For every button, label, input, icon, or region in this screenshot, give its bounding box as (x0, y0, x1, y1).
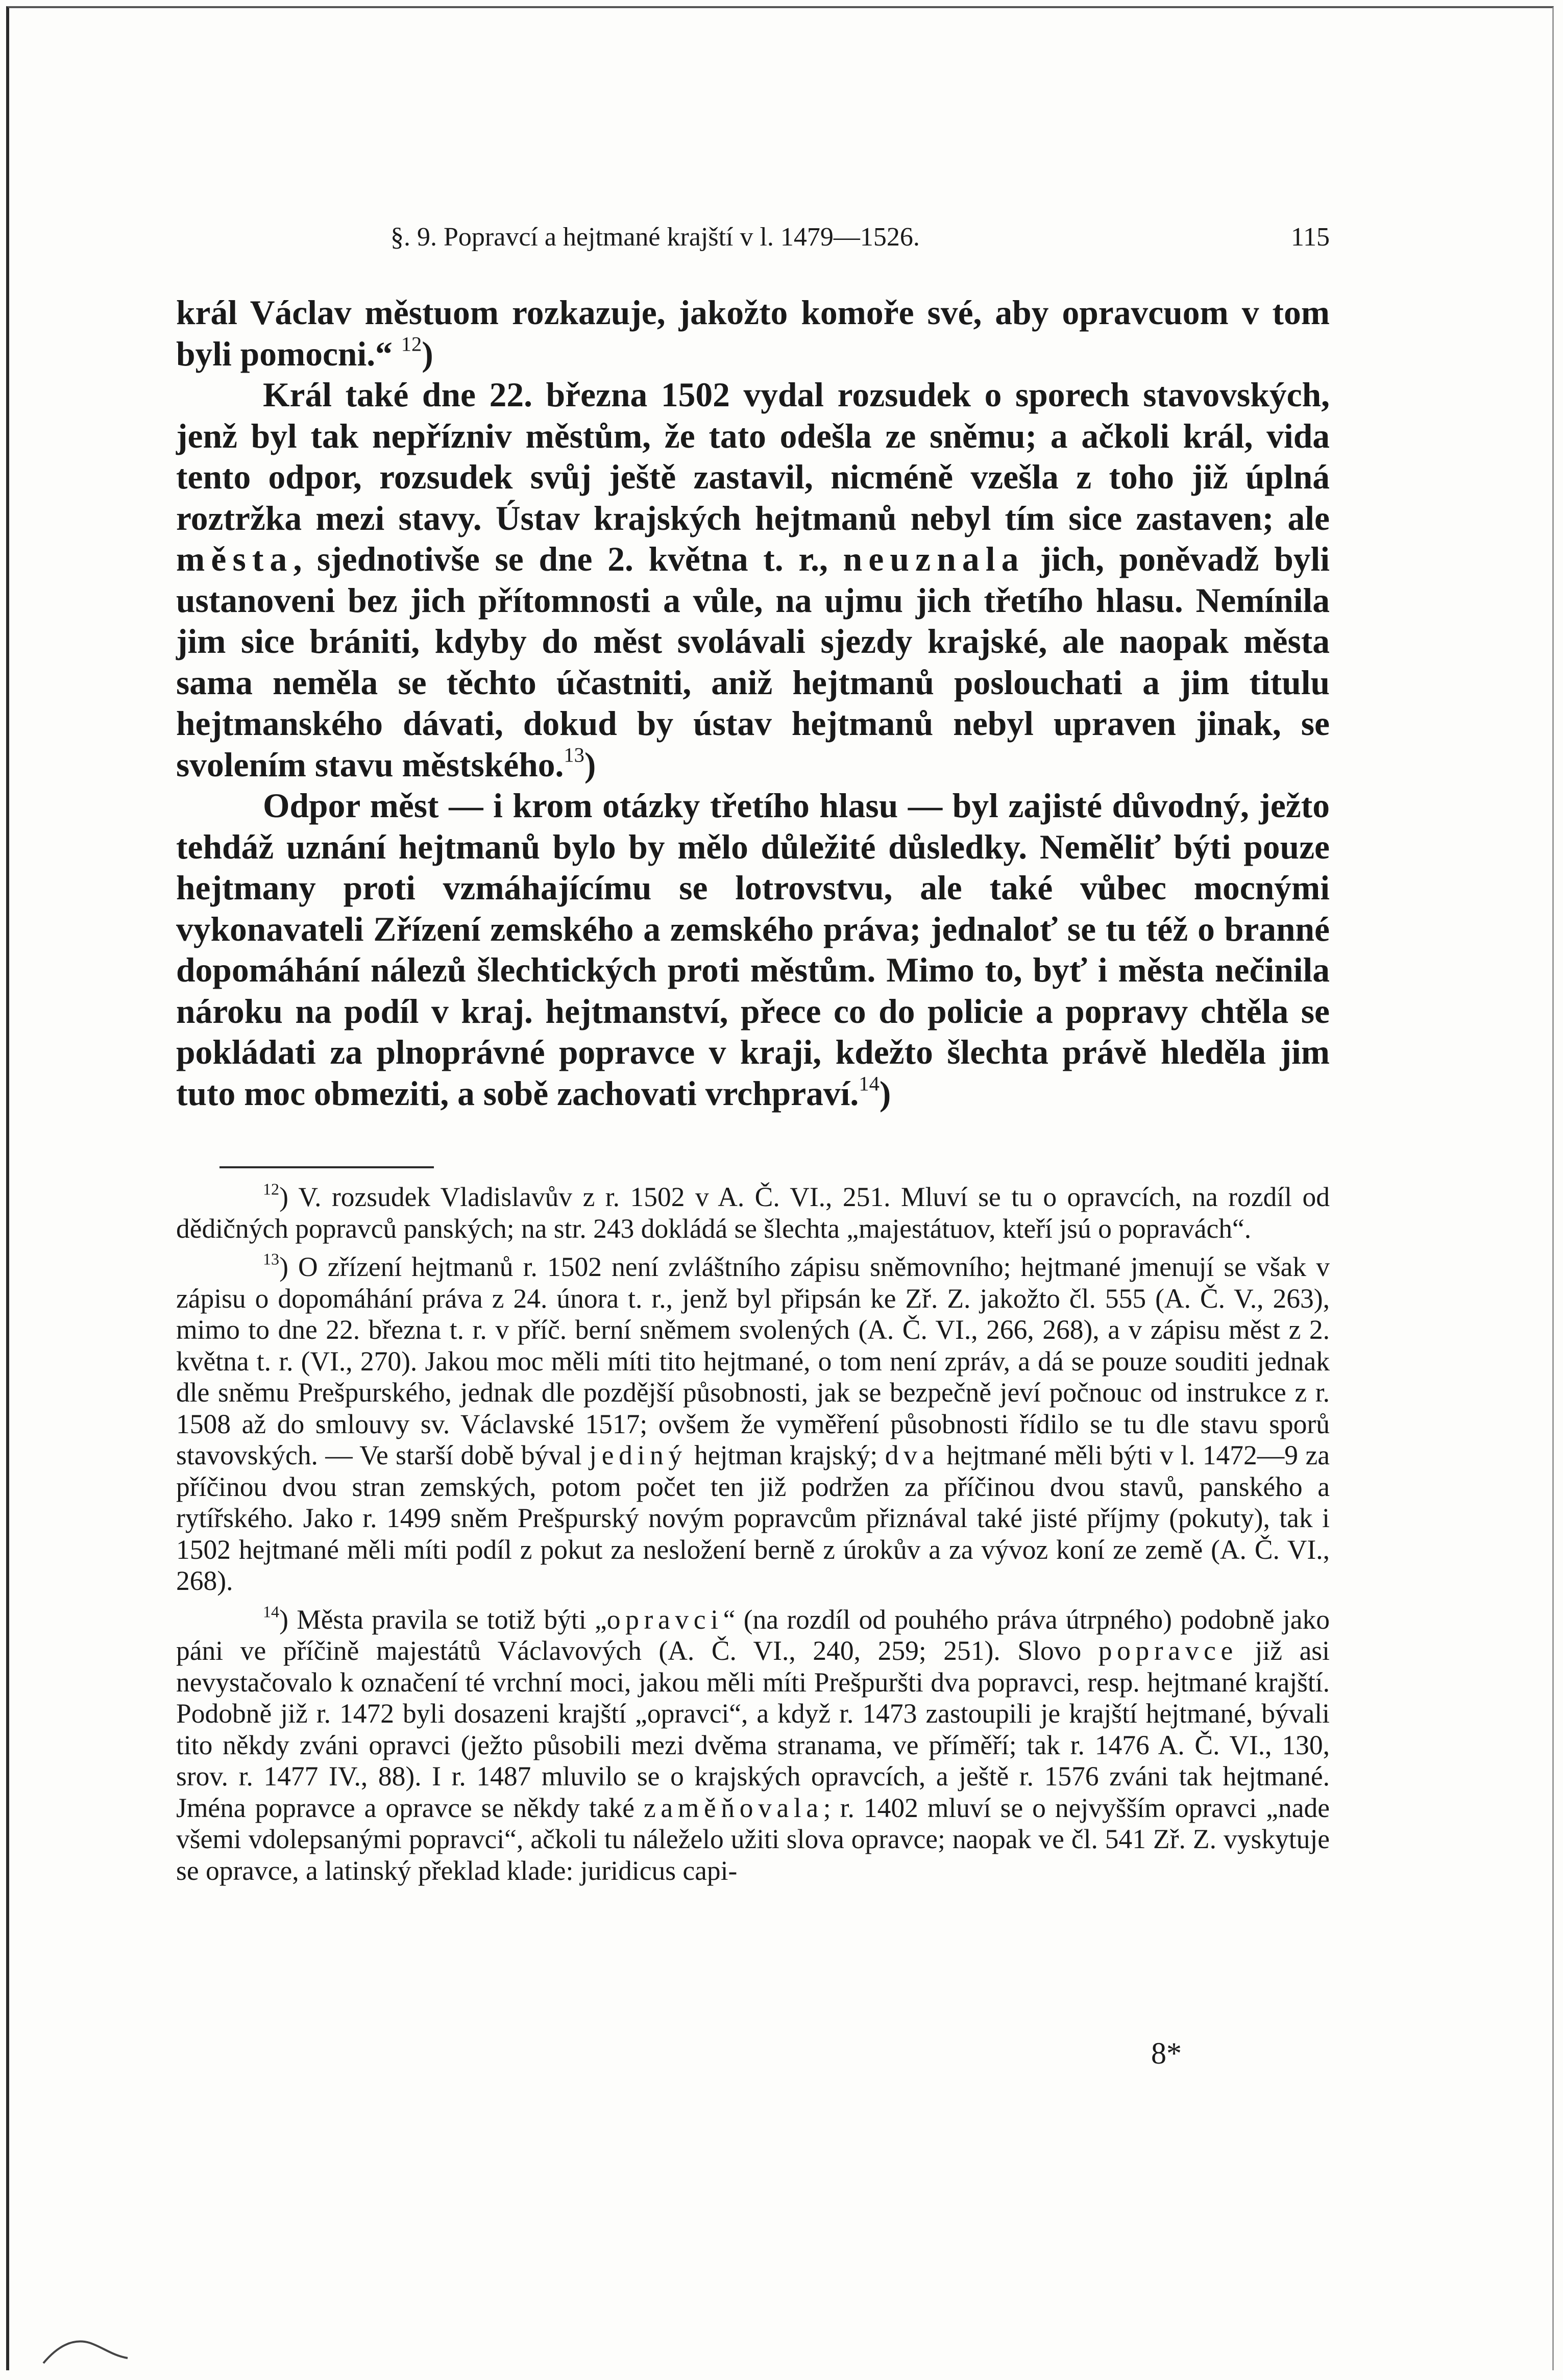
text-run: král Václav městuom rozkazuje, jakožto komoře své, aby opravcuom v tom byli pomocni.“ (176, 293, 1330, 373)
footnote-13 (176, 1249, 1330, 1597)
page-number: 115 (1290, 223, 1330, 252)
footnote-mark: 13 (263, 1249, 280, 1268)
text-run: ) (422, 334, 433, 373)
footnote-14 (176, 1604, 1330, 1887)
main-text (176, 292, 1330, 1114)
spaced-emphasis: zaměňovala (644, 1792, 823, 1823)
footnote-text: ) Města pravila se totiž býti „ (279, 1604, 607, 1635)
footnote-mark: 14 (263, 1602, 280, 1621)
spaced-emphasis: neuznala (843, 540, 1025, 578)
footnote-text: hejtman krajský; (687, 1440, 885, 1470)
footnote-text: již asi nevystačovalo k označení té vrchní moci, jakou měli míti Prešpuršti dva popravci, resp. hejtmané krajští. Podobně již r. 1472 byli dosazeni krajští „opravci“, a když r. 1473 zastoupili je krajští hejtmané, bývali tito někdy zváni opravci (ježto působili mezi dvěma stranama, ve příměří; tak r. 1476 A. Č. VI., 130, srov. r. 1477 IV., 88). I r. 1487 mluvilo se o krajských opravcích, a ještě r. 1576 zváni tak hejtmané. Jména popravce a opravce se někdy také (176, 1635, 1330, 1823)
paragraph-2 (176, 375, 1330, 786)
running-header (176, 217, 1330, 258)
text-run: ) (584, 745, 596, 784)
footnote-ref-12: 12 (401, 332, 422, 356)
footnote-text: ) O zřízení hejtmanů r. 1502 není zvláštního zápisu sněmovního; hejtmané jmenují se však v zápisu o dopomáhání práva z 24. února t. r., jenž byl připsán ke Zř. Z. jakožto čl. 555 (A. Č. V., 263), mimo to dne 22. března t. r. v příč. berní sněmem svolených (A. Č. VI., 266, 268), a v zápisu měst z 2. května t. r. (VI., 270). Jakou moc měli míti tito hejtmané, o tom není zpráv, a dá se pouze souditi jednak dle sněmu Prešpurského, jednak dle pozdější působnosti, jak se bezpečně jeví počnouc od instrukce z r. 1508 až do smlouvy sv. Václavské 1517; ovšem že vyměření působnosti řídilo se tu dle stavu sporů stavovských. — Ve starší době býval (176, 1252, 1330, 1470)
footnote-text: “ (na rozdíl od pouhého práva útrpného) podobně jako páni ve příčině majestátů Václavových (A. Č. VI., 240, 259; 251). Slovo (176, 1604, 1330, 1666)
paragraph-1 (176, 292, 1330, 375)
text-run: Odpor měst — i krom otázky třetího hlasu — byl zajisté důvodný, ježto tehdáž uznání hejtmanů bylo by mělo důležité důsledky. Neměliť býti pouze hejtmany proti vzmáhajícímu se lotrovstvu, ale také vůbec mocnými vykonavateli Zřízení zemského a zemského práva; jednaloť se tu též o branné dopomáhání nálezů šlechtických proti městům. Mimo to, byť i města nečinila nároku na podíl v kraj. hejtmanství, přece co do policie a popravy chtěla se pokládati za plnoprávné popravce v kraji, kdežto šlechta právě hleděla jim tuto moc obmeziti, a sobě zachovati vrchpraví. (176, 787, 1330, 1113)
text-run: Král také dne 22. března 1502 vydal rozsudek o sporech stavovských, jenž byl tak nepřízniv městům, že tato odešla ze sněmu; a ačkoli král, vida tento odpor, rozsudek svůj ještě zastavil, nicméně vzešla z toho již úplná roztržka mezi stavy. Ústav krajských hejtmanů nebyl tím sice zastaven; ale (176, 376, 1330, 537)
header-title: §. 9. Popravcí a hejtmané krajští v l. 1479—1526. (390, 223, 920, 252)
footnote-ref-13: 13 (564, 743, 584, 767)
signature-mark: 8* (1151, 2037, 1182, 2070)
text-run: ) (879, 1074, 891, 1113)
spaced-emphasis: jediný (589, 1440, 687, 1470)
spaced-emphasis: opravci (606, 1604, 723, 1635)
scan-mark (41, 2307, 143, 2368)
spaced-emphasis: popravce (1098, 1635, 1238, 1666)
footnote-text: ) V. rozsudek Vladislavův z r. 1502 v A. Č. VI., 251. Mluví se tu o opravcích, na rozdíl od dědičných popravců panských; na str. 243 dokládá se šlechta „majestátuov, kteří jsú o popravách“. (176, 1182, 1330, 1244)
text-run: , sjednotivše se dne 2. května t. r., (293, 540, 843, 578)
text-run: jich, poněvadž byli ustanoveni bez jich přítomnosti a vůle, na ujmu jich třetího hlasu. Nemínila jim sice brániti, kdyby do měst svolávali sjezdy krajské, ale naopak města sama neměla se těchto účastniti, aniž hejtmanů poslouchati a jim titulu hejtmanského dávati, dokud by ústav hejtmanů nebyl upraven jinak, se svolením stavu městského. (176, 540, 1330, 784)
footnote-rule (219, 1166, 434, 1168)
footnote-text: ; r. 1402 mluví se o nejvyšším opravci „nade všemi vdolepsanými popravci“, ačkoli tu náleželo užiti slova opravce; naopak ve čl. 541 Zř. Z. vyskytuje se opravce, a latinský překlad klade: juridicus capi- (176, 1792, 1330, 1886)
paragraph-3 (176, 786, 1330, 1114)
footnote-12 (176, 1182, 1330, 1244)
footnote-ref-14: 14 (859, 1072, 880, 1095)
footnotes (176, 1182, 1330, 1886)
spaced-emphasis: dva (885, 1440, 939, 1470)
footnote-mark: 12 (263, 1180, 280, 1198)
spaced-emphasis: města (176, 540, 294, 578)
footnote-text: hejtmané měli býti v l. 1472—9 za příčinou dvou stran zemských, potom počet ten již podržen za příčinou dvou stavů, panského a rytířského. Jako r. 1499 sněm Prešpurský novým popravcům přiznával také jisté příjmy (pokuty), tak i 1502 hejtmané měli míti podíl z pokut za nesložení berně z úrokův a za vývoz koní ze země (A. Č. VI., 268). (176, 1440, 1330, 1596)
